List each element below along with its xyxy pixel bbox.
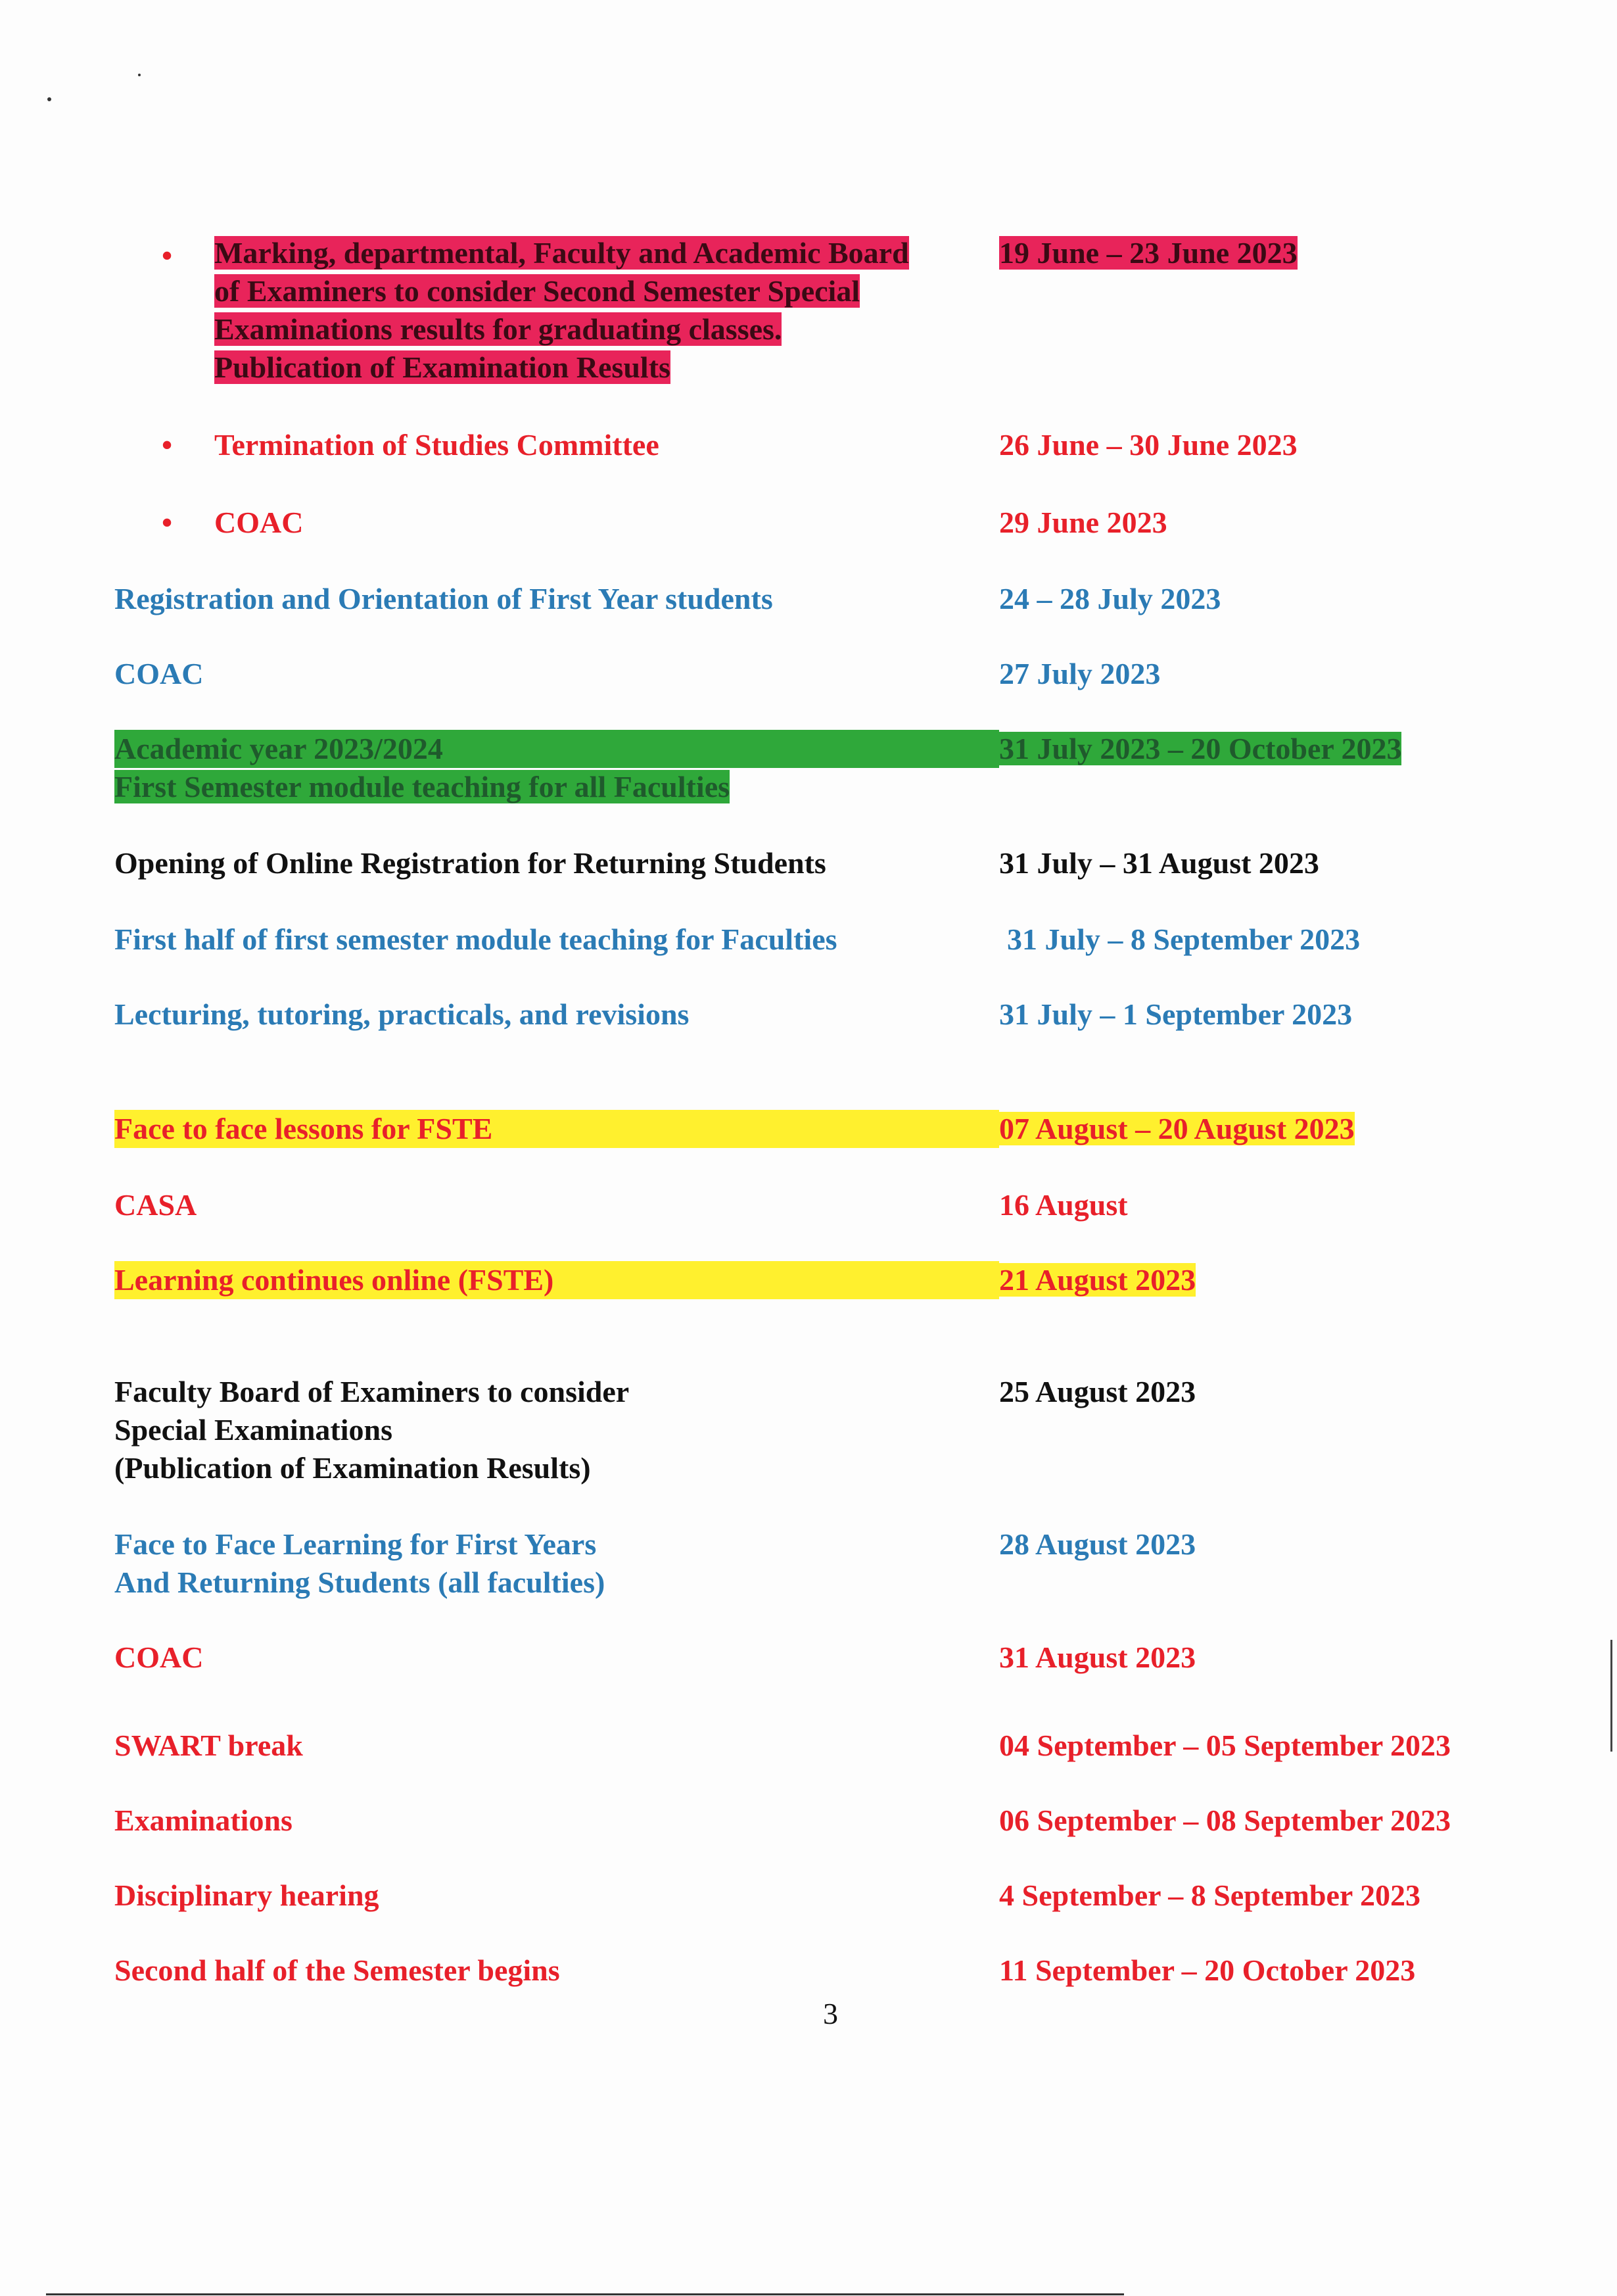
lecturing-date: 31 July – 1 September 2023 <box>999 997 1353 1031</box>
face-fste-label <box>114 1110 999 1148</box>
scan-speck <box>47 97 51 101</box>
face-fste-date-text: 07 August – 20 August 2023 <box>999 1112 1355 1145</box>
casa-label: CASA <box>114 1188 197 1222</box>
academic-year-line-1: Academic year 2023/2024 <box>114 730 999 768</box>
faculty-board-line-3: (Publication of Examination Results) <box>114 1451 591 1485</box>
registration-date: 24 – 28 July 2023 <box>999 582 1221 615</box>
scan-bottom-line <box>46 2293 1124 2295</box>
bullet-icon: • <box>162 239 173 272</box>
registration-label: Registration and Orientation of First Year students <box>114 582 773 615</box>
swart-date: 04 September – 05 September 2023 <box>999 1729 1451 1762</box>
coac3-date: 31 August 2023 <box>999 1640 1196 1674</box>
faculty-board-entry <box>114 1373 629 1487</box>
marking-line-3: Examinations results for graduating classes. <box>214 312 782 346</box>
lecturing-label: Lecturing, tutoring, practicals, and revisions <box>114 997 690 1031</box>
academic-year-line-2: First Semester module teaching for all Faculties <box>114 770 730 803</box>
coac3-label: COAC <box>114 1640 204 1674</box>
second-half-date: 11 September – 20 October 2023 <box>999 1953 1416 1987</box>
face-fste-date <box>999 1110 1355 1148</box>
bullet-icon: • <box>162 506 173 539</box>
academic-year-date <box>999 730 1401 768</box>
examinations-label: Examinations <box>114 1804 293 1837</box>
marking-date <box>999 234 1298 272</box>
examinations-date: 06 September – 08 September 2023 <box>999 1804 1451 1837</box>
scan-speck <box>138 74 141 76</box>
bullet-icon: • <box>162 428 173 462</box>
swart-label: SWART break <box>114 1729 303 1762</box>
face-first-years-date: 28 August 2023 <box>999 1527 1196 1561</box>
marking-date-text: 19 June – 23 June 2023 <box>999 236 1298 270</box>
faculty-board-date: 25 August 2023 <box>999 1375 1196 1408</box>
coac1-label: COAC <box>214 506 304 539</box>
face-first-years-line-1: Face to Face Learning for First Years <box>114 1527 597 1561</box>
academic-year-entry <box>114 730 999 806</box>
marking-line-2: of Examiners to consider Second Semester Special <box>214 274 860 308</box>
marking-line-1: Marking, departmental, Faculty and Academic Board <box>214 236 909 270</box>
casa-date: 16 August <box>999 1188 1128 1222</box>
face-first-years-line-2: And Returning Students (all faculties) <box>114 1566 605 1599</box>
termination-label: Termination of Studies Committee <box>214 428 659 462</box>
marking-entry <box>214 234 909 387</box>
online-registration-date: 31 July – 31 August 2023 <box>999 846 1319 880</box>
online-fste-date <box>999 1261 1196 1299</box>
scan-edge-mark <box>1610 1640 1612 1752</box>
first-half-date: 31 July – 8 September 2023 <box>1007 922 1361 956</box>
coac2-date: 27 July 2023 <box>999 657 1161 690</box>
academic-year-date-text: 31 July 2023 – 20 October 2023 <box>999 732 1402 765</box>
coac1-date: 29 June 2023 <box>999 506 1167 539</box>
online-fste-label-text: Learning continues online (FSTE) <box>114 1261 999 1299</box>
coac2-label: COAC <box>114 657 204 690</box>
faculty-board-line-1: Faculty Board of Examiners to consider <box>114 1375 630 1408</box>
faculty-board-line-2: Special Examinations <box>114 1413 393 1447</box>
online-fste-label <box>114 1261 999 1299</box>
online-fste-date-text: 21 August 2023 <box>999 1263 1196 1297</box>
disciplinary-label: Disciplinary hearing <box>114 1878 379 1912</box>
marking-line-4: Publication of Examination Results <box>214 350 670 384</box>
disciplinary-date: 4 September – 8 September 2023 <box>999 1878 1420 1912</box>
first-half-label: First half of first semester module teaching for Faculties <box>114 922 837 956</box>
face-first-years-entry <box>114 1525 605 1602</box>
online-registration-label: Opening of Online Registration for Returning Students <box>114 846 826 880</box>
page-number: 3 <box>823 1997 838 2030</box>
second-half-label: Second half of the Semester begins <box>114 1953 560 1987</box>
termination-date: 26 June – 30 June 2023 <box>999 428 1298 462</box>
face-fste-label-text: Face to face lessons for FSTE <box>114 1110 999 1148</box>
